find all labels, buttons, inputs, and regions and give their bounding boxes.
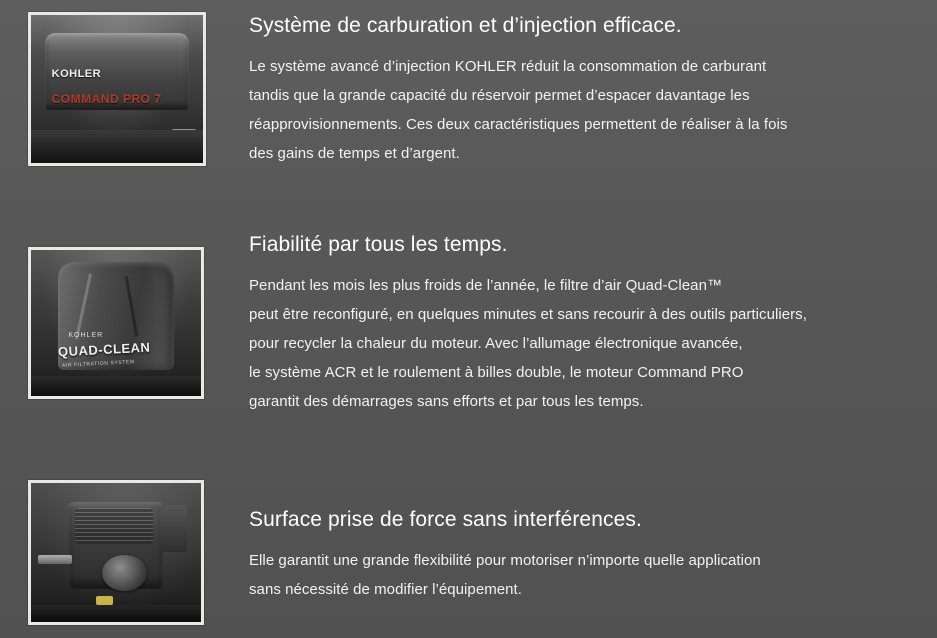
body-line: garantit des démarrages sans efforts et par tous les temps. [249, 393, 644, 410]
feature-fiabilite-body [249, 271, 919, 416]
body-line: Elle garantit une grande flexibilité pour motoriser n’importe quelle application [249, 552, 761, 569]
engine-cover-photo [31, 15, 203, 163]
feature-prise-de-force-body [249, 546, 919, 604]
feature-prise-de-force-title: Surface prise de force sans interférences. [249, 508, 642, 531]
feature-prise-de-force-content [249, 508, 919, 604]
engine-cover-photo-frame [28, 12, 206, 166]
body-line: Pendant les mois les plus froids de l’année, le filtre d’air Quad-Clean™ [249, 277, 723, 294]
body-line: Le système avancé d’injection KOHLER réduit la consommation de carburant [249, 58, 767, 75]
kohler-brand-text: KOHLER [51, 68, 102, 81]
command-pro-model-text: COMMAND PRO 7 [51, 91, 162, 106]
quad-clean-filter-photo-frame [28, 247, 204, 399]
body-line: tandis que la grande capacité du réservoir permet d’espacer davantage les [249, 87, 750, 104]
body-line: des gains de temps et d’argent. [249, 145, 460, 162]
engine-base-shape [31, 130, 203, 163]
engine-side-view-photo-frame [28, 480, 204, 625]
pto-shaft-shape [38, 555, 72, 563]
photo-floor-shape [31, 605, 201, 622]
feature-fiabilite-content [249, 233, 919, 416]
feature-fiabilite-title: Fiabilité par tous les temps. [249, 233, 508, 256]
photo-floor-shape [31, 376, 201, 396]
feature-carburation-title: Système de carburation et d’injection efficace. [249, 14, 682, 37]
body-line: peut être reconfiguré, en quelques minutes et sans recourir à des outils particuliers, [249, 306, 807, 323]
oil-cap-shape [96, 596, 113, 606]
body-line: sans nécessité de modifier l’équipement. [249, 581, 522, 598]
feature-carburation-body [249, 52, 899, 168]
kohler-brand-text: KOHLER [68, 331, 104, 339]
engine-side-view-photo [31, 483, 201, 622]
quad-clean-filter-photo [31, 250, 201, 396]
body-line: le système ACR et le roulement à billes double, le moteur Command PRO [249, 364, 744, 381]
body-line: pour recycler la chaleur du moteur. Avec l’allumage électronique avancée, [249, 335, 743, 352]
feature-carburation-content [249, 14, 899, 168]
quad-clean-label-text: QUAD-CLEAN [57, 339, 151, 360]
fuel-tank-shape [160, 505, 187, 552]
cooling-fins-shape [75, 508, 153, 544]
pulley-shape [102, 555, 146, 591]
quad-clean-sub-text: AIR FILTRATION SYSTEM [61, 359, 135, 369]
body-line: réapprovisionnements. Ces deux caractéristiques permettent de réaliser à la fois [249, 116, 788, 133]
